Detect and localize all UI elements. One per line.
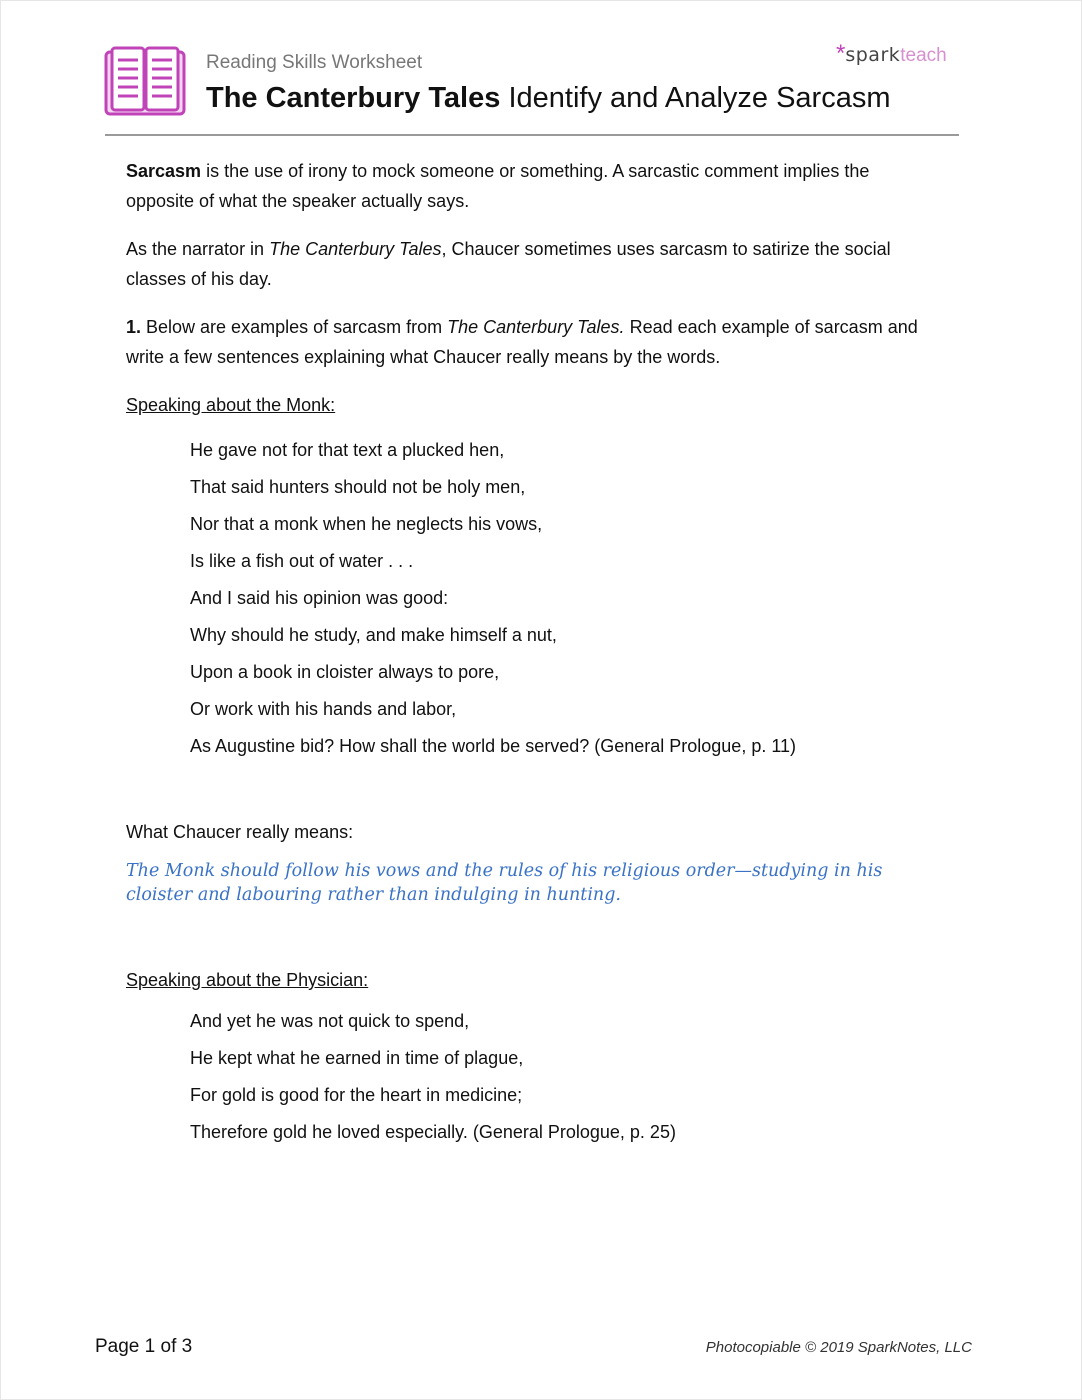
worksheet-type: Reading Skills Worksheet (206, 52, 423, 73)
header-divider (105, 134, 959, 136)
brand-teach: teach (900, 45, 947, 66)
worksheet-topic: Identify and Analyze Sarcasm (500, 82, 891, 114)
context-post: , Chaucer sometimes uses sarcasm to satirize the social classes of his day. (126, 239, 891, 289)
answer-text[interactable]: The Monk should follow his vows and the rules of his religious order—studying in his cloister and labouring rather than indulging in hunting. (126, 861, 883, 905)
question-title: The Canterbury Tales. (447, 317, 625, 337)
poem-line: As Augustine bid? How shall the world be served? (General Prologue, p. 11) (190, 736, 797, 756)
poem-line: For gold is good for the heart in medicine; (190, 1085, 523, 1105)
question-pre: Below are examples of sarcasm from (141, 317, 448, 337)
copyright: Photocopiable © 2019 SparkNotes, LLC (705, 1339, 972, 1356)
page-title (206, 82, 891, 115)
section-heading-monk: Speaking about the Monk: (126, 395, 336, 415)
question-paragraph (126, 312, 936, 372)
worksheet-body (126, 156, 936, 1151)
question-post: Read each example of sarcasm and write a few sentences explaining what Chaucer really means by the words. (126, 317, 918, 367)
poem-line: Therefore gold he loved especially. (General Prologue, p. 25) (190, 1122, 676, 1142)
poem-line: Upon a book in cloister always to pore, (190, 662, 500, 682)
poem-line: He gave not for that text a plucked hen, (190, 440, 505, 460)
definition-text: is the use of irony to mock someone or something. A sarcastic comment implies the opposite of what the speaker actually says. (126, 161, 870, 211)
sparkteach-logo (836, 40, 947, 72)
term: Sarcasm (126, 161, 202, 181)
poem-monk (190, 432, 936, 765)
question-number: 1. (126, 317, 142, 337)
section-heading-physician: Speaking about the Physician: (126, 970, 369, 990)
context-paragraph (126, 234, 936, 294)
poem-line: Why should he study, and make himself a nut, (190, 625, 557, 645)
poem-line: That said hunters should not be holy men, (190, 477, 526, 497)
poem-line: And yet he was not quick to spend, (190, 1011, 470, 1031)
asterisk-icon: * (836, 40, 846, 67)
open-book-icon (104, 46, 186, 118)
page-number: Page 1 of 3 (95, 1336, 193, 1357)
context-pre: As the narrator in (126, 239, 270, 259)
book-title: The Canterbury Tales (206, 82, 501, 114)
poem-line: He kept what he earned in time of plague, (190, 1048, 524, 1068)
definition-paragraph (126, 156, 936, 216)
context-title: The Canterbury Tales (269, 239, 442, 259)
poem-physician (190, 1003, 936, 1151)
poem-line: And I said his opinion was good: (190, 588, 449, 608)
poem-line: Is like a fish out of water . . . (190, 551, 414, 571)
answer-prompt: What Chaucer really means: (126, 822, 354, 842)
poem-line: Nor that a monk when he neglects his vows, (190, 514, 543, 534)
poem-line: Or work with his hands and labor, (190, 699, 457, 719)
brand-spark: spark (845, 44, 901, 66)
